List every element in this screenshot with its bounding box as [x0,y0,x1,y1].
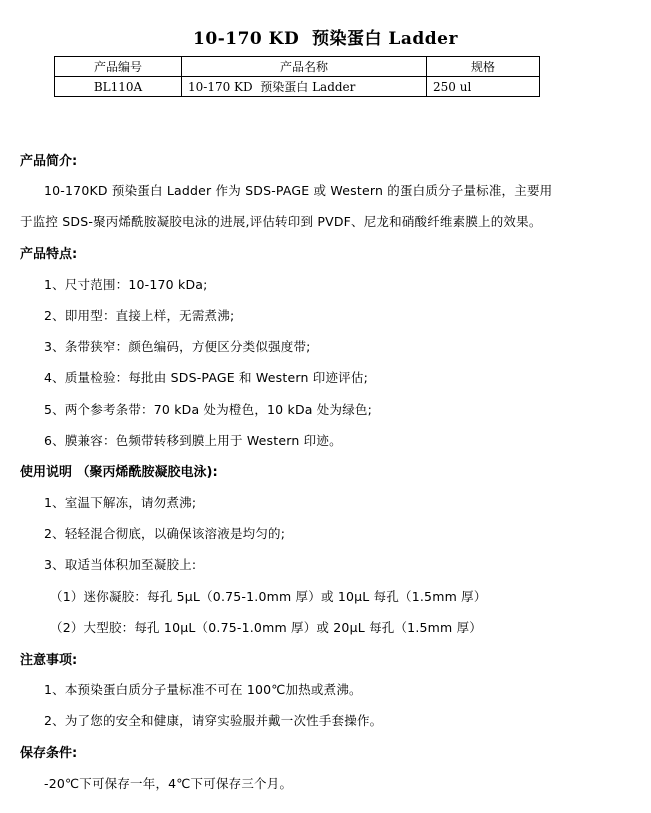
cell-specification: 250 ul [427,77,540,97]
intro-line-1: 10-170KD 预染蛋白 Ladder 作为 SDS-PAGE 或 Western 的蛋白质分子量标准，主要用 [44,183,553,198]
product-spec-table [54,56,540,97]
intro-heading: 产品简介: [20,154,78,169]
cell-product-name: 10-170 KD 预染蛋白 Ladder [182,77,427,97]
header-product-name: 产品名称 [182,57,427,77]
header-specification: 规格 [427,57,540,77]
feature-item-2: 2、即用型：直接上样，无需煮沸; [44,308,235,323]
usage-sub-item-2: （2）大型胶：每孔 10μL（0.75-1.0mm 厚）或 20μL 每孔（1.5mm 厚） [50,620,482,635]
note-item-2: 2、为了您的安全和健康，请穿实验服并戴一次性手套操作。 [44,713,383,728]
document-title: 10-170 KD 预染蛋白 Ladder [193,29,458,49]
feature-item-1: 1、尺寸范围：10-170 kDa; [44,277,208,292]
table-row [55,77,540,97]
usage-sub-item-1: （1）迷你凝胶：每孔 5μL（0.75-1.0mm 厚）或 10μL 每孔（1.5mm 厚） [50,589,487,604]
intro-line-2: 于监控 SDS-聚丙烯酰胺凝胶电泳的进展,评估转印到 PVDF、尼龙和硝酸纤维素膜上的效果。 [20,214,542,229]
usage-heading: 使用说明 （聚丙烯酰胺凝胶电泳): [20,465,218,480]
header-product-code: 产品编号 [55,57,182,77]
usage-item-1: 1、室温下解冻，请勿煮沸; [44,495,197,510]
feature-item-6: 6、膜兼容：色频带转移到膜上用于 Western 印迹。 [44,433,342,448]
storage-text: -20℃下可保存一年，4℃下可保存三个月。 [44,776,293,791]
usage-item-3: 3、取适当体积加至凝胶上: [44,557,197,572]
usage-item-2: 2、轻轻混合彻底，以确保该溶液是均匀的; [44,526,286,541]
note-item-1: 1、本预染蛋白质分子量标准不可在 100℃加热或煮沸。 [44,682,362,697]
feature-item-3: 3、条带狭窄：颜色编码，方便区分类似强度带; [44,339,311,354]
feature-item-5: 5、两个参考条带：70 kDa 处为橙色，10 kDa 处为绿色; [44,402,373,417]
feature-item-4: 4、质量检验：每批由 SDS-PAGE 和 Western 印迹评估; [44,370,368,385]
notes-heading: 注意事项: [20,653,78,668]
storage-heading: 保存条件: [20,746,78,761]
features-heading: 产品特点: [20,247,78,262]
cell-product-code: BL110A [55,77,182,97]
table-header-row [55,57,540,77]
